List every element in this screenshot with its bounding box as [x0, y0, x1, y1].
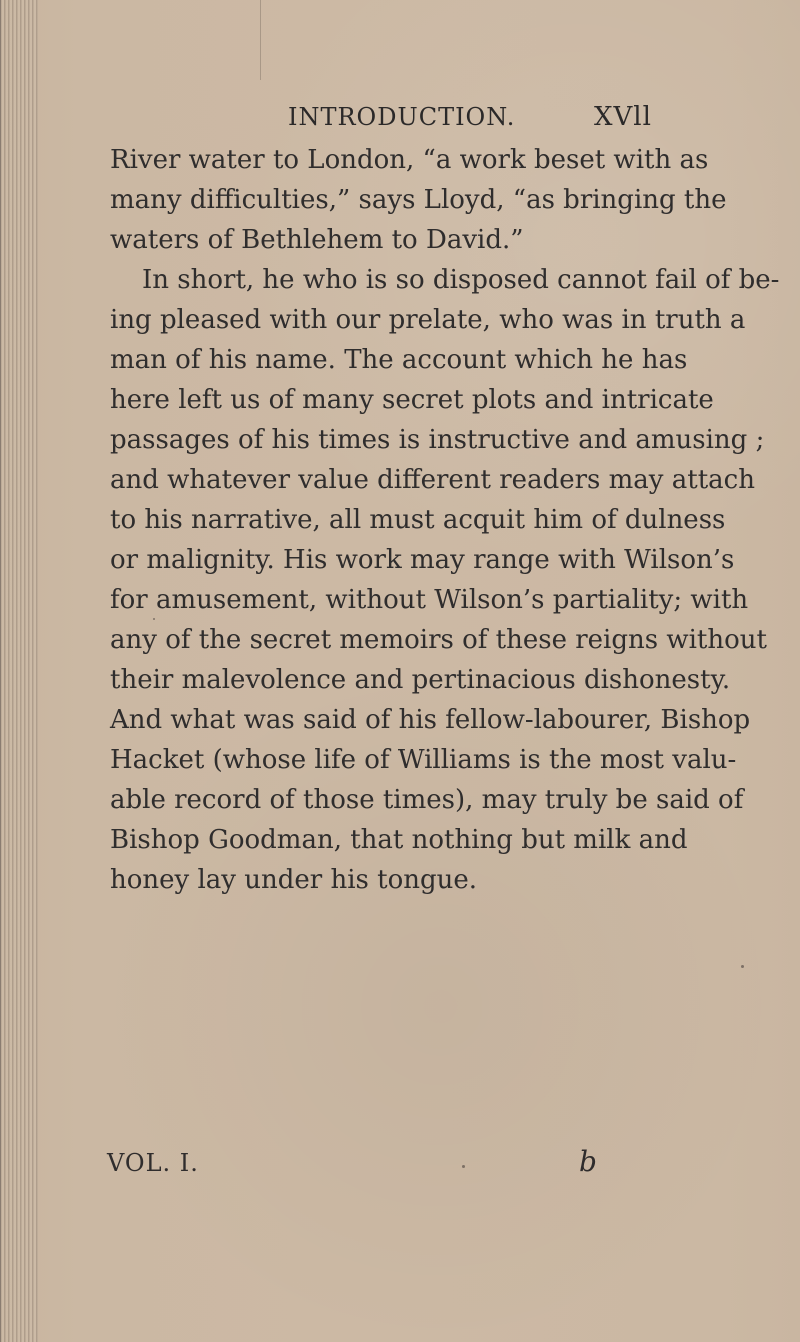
page-edge: [0, 0, 1, 1342]
text-line: any of the secret memoirs of these reigns without: [110, 625, 767, 655]
text-line: Bishop Goodman, that nothing but milk and: [110, 825, 688, 855]
paper-speck: [741, 965, 744, 968]
page-gutter: [0, 0, 38, 1342]
text-line: and whatever value different readers may attach: [110, 465, 755, 495]
page-crease: [260, 0, 261, 80]
running-title: INTRODUCTION.: [288, 103, 516, 131]
paper-speck: [462, 1165, 465, 1168]
text-line: waters of Bethlehem to David.”: [110, 225, 524, 255]
page-footer: [107, 1146, 607, 1186]
text-line: And what was said of his fellow-labourer, Bishop: [110, 705, 751, 735]
page-header: [0, 101, 800, 141]
text-line: Hacket (whose life of Williams is the most valu-: [110, 745, 737, 775]
volume-mark: VOL. I.: [107, 1149, 199, 1177]
text-line: to his narrative, all must acquit him of dulness: [110, 505, 726, 535]
text-line: their malevolence and pertinacious dishonesty.: [110, 665, 731, 695]
text-line: man of his name. The account which he has: [110, 345, 688, 375]
text-line: for amusement, without Wilson’s partiality; with: [110, 585, 749, 615]
text-line: In short, he who is so disposed cannot fail of be-: [142, 265, 780, 295]
body-text: [110, 140, 780, 900]
text-line: River water to London, “a work beset with as: [110, 145, 709, 175]
text-line: or malignity. His work may range with Wilson’s: [110, 545, 735, 575]
text-line: honey lay under his tongue.: [110, 865, 478, 895]
signature-mark: b: [579, 1145, 597, 1178]
text-line: here left us of many secret plots and intricate: [110, 385, 714, 415]
text-line: ing pleased with our prelate, who was in truth a: [110, 305, 746, 335]
page-number: XVll: [594, 102, 652, 132]
text-line: able record of those times), may truly be said of: [110, 785, 744, 815]
paper-speck: [153, 618, 155, 620]
text-line: many difficulties,” says Lloyd, “as bringing the: [110, 185, 727, 215]
text-line: passages of his times is instructive and amusing ;: [110, 425, 765, 455]
